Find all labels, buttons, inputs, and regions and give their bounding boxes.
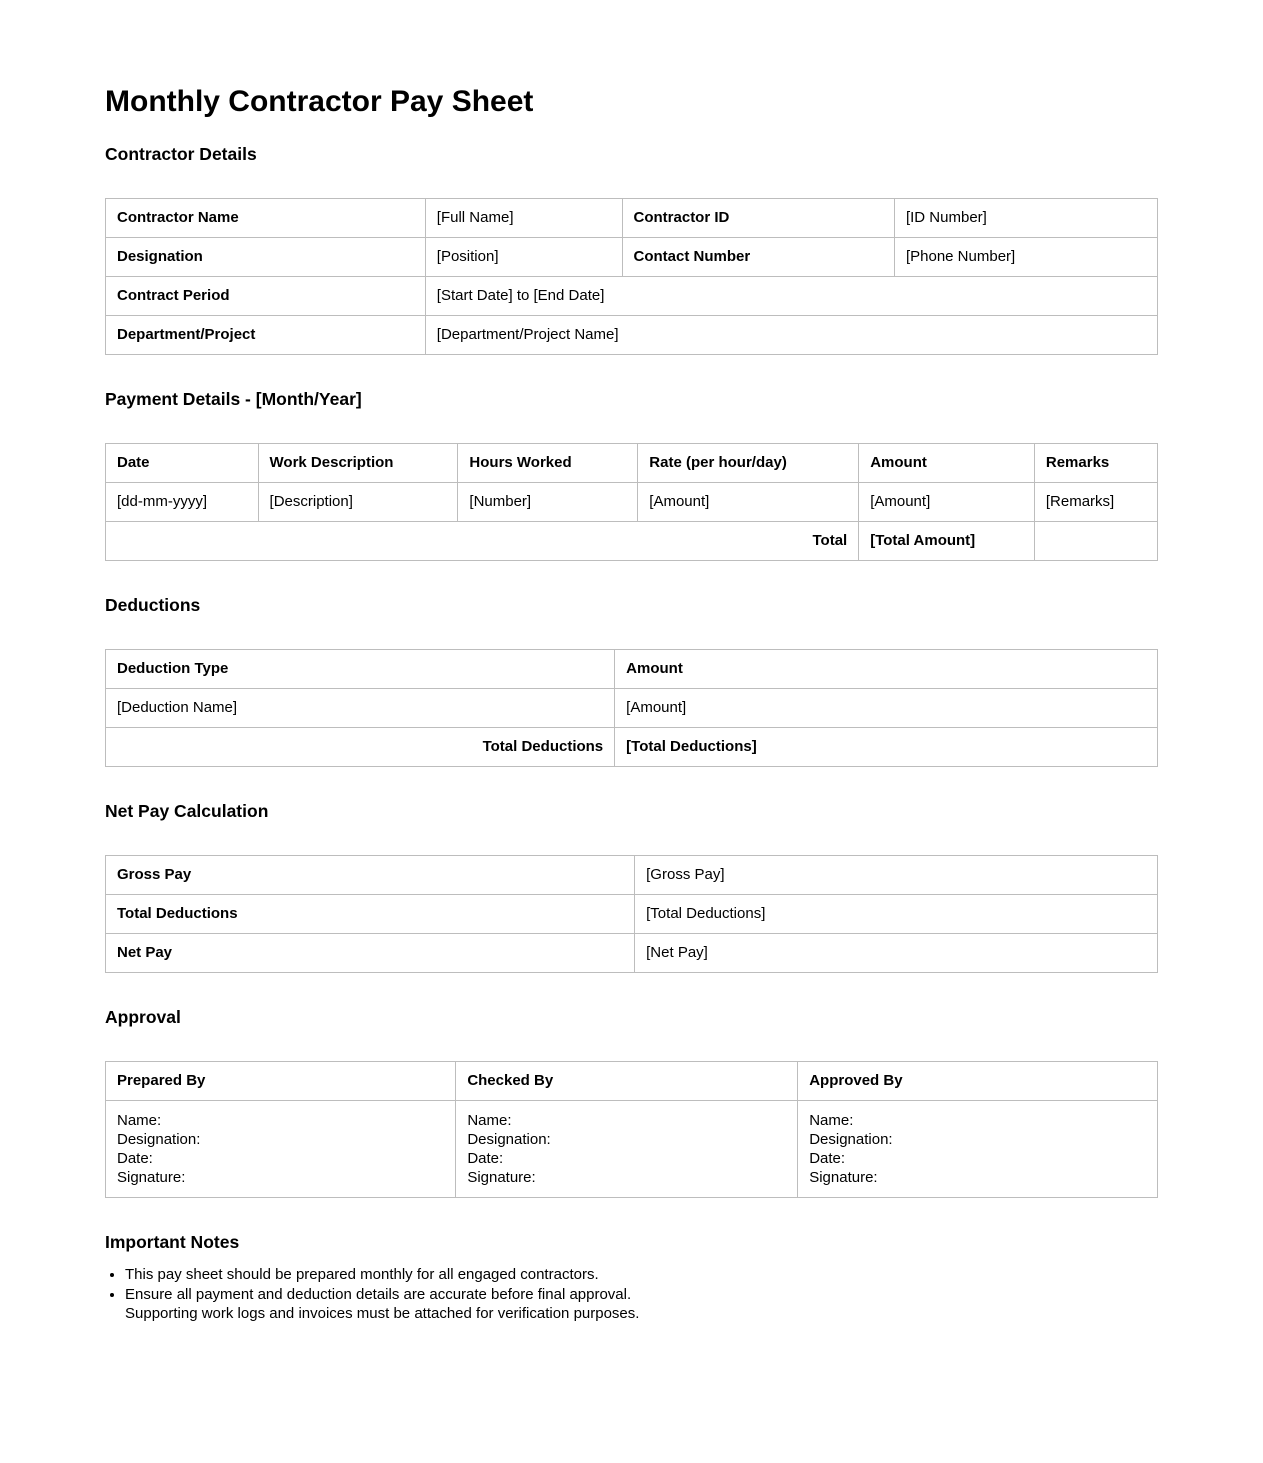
approval-field-signature: Signature:: [809, 1169, 878, 1186]
important-notes-list: [105, 1265, 1158, 1324]
deduction-name-cell: [Deduction Name]: [106, 689, 615, 728]
approval-field-name: Name:: [117, 1112, 162, 1129]
contractor-name-label: Contractor Name: [106, 199, 426, 238]
col-amount: Amount: [859, 444, 1035, 483]
payment-description-cell: [Description]: [258, 483, 458, 522]
net-pay-table: [105, 855, 1158, 973]
payment-hours-cell: [Number]: [458, 483, 638, 522]
contractor-id-label: Contractor ID: [622, 199, 894, 238]
gross-pay-value: [Gross Pay]: [635, 856, 1158, 895]
table-header-row: [106, 1062, 1158, 1101]
col-checked-by: Checked By: [456, 1062, 798, 1101]
contractor-details-table: [105, 198, 1158, 355]
approval-table: [105, 1061, 1158, 1198]
designation-label: Designation: [106, 238, 426, 277]
table-row: [106, 316, 1158, 355]
deduction-amount-cell: [Amount]: [615, 689, 1158, 728]
deductions-table: [105, 649, 1158, 767]
department-project-value: [Department/Project Name]: [425, 316, 1157, 355]
prepared-by-cell: [106, 1101, 456, 1198]
payment-remarks-cell: [Remarks]: [1034, 483, 1157, 522]
page-title: Monthly Contractor Pay Sheet: [105, 85, 534, 118]
deductions-total-label: Total Deductions: [106, 728, 615, 767]
col-deduction-amount: Amount: [615, 650, 1158, 689]
table-row: [106, 277, 1158, 316]
col-deduction-type: Deduction Type: [106, 650, 615, 689]
contractor-id-value: [ID Number]: [894, 199, 1157, 238]
total-deductions-label: Total Deductions: [106, 895, 635, 934]
table-row: [106, 238, 1158, 277]
approval-field-signature: Signature:: [117, 1169, 186, 1186]
col-date: Date: [106, 444, 259, 483]
payment-rate-cell: [Amount]: [638, 483, 859, 522]
col-approved-by: Approved By: [798, 1062, 1158, 1101]
approval-field-signature: Signature:: [467, 1169, 536, 1186]
table-row: [106, 934, 1158, 973]
table-total-row: [106, 522, 1158, 561]
col-work-description: Work Description: [258, 444, 458, 483]
approval-field-designation: Designation:: [809, 1131, 893, 1148]
net-pay-value: [Net Pay]: [635, 934, 1158, 973]
table-row: [106, 856, 1158, 895]
table-row: [106, 483, 1158, 522]
table-row: [106, 689, 1158, 728]
payment-total-value: [Total Amount]: [859, 522, 1035, 561]
contact-number-value: [Phone Number]: [894, 238, 1157, 277]
list-item: Supporting work logs and invoices must be attached for verification purposes.: [125, 1305, 640, 1322]
approval-field-designation: Designation:: [467, 1131, 551, 1148]
contractor-details-heading: Contractor Details: [105, 144, 257, 164]
table-total-row: [106, 728, 1158, 767]
total-deductions-value: [Total Deductions]: [635, 895, 1158, 934]
table-row: [106, 895, 1158, 934]
payment-total-label: Total: [106, 522, 859, 561]
approval-field-designation: Designation:: [117, 1131, 201, 1148]
contractor-name-value: [Full Name]: [425, 199, 622, 238]
deductions-heading: Deductions: [105, 595, 201, 615]
gross-pay-label: Gross Pay: [106, 856, 635, 895]
list-item: • Ensure all payment and deduction details are accurate before final approval.: [125, 1285, 1158, 1305]
table-header-row: [106, 444, 1158, 483]
table-header-row: [106, 650, 1158, 689]
department-project-label: Department/Project: [106, 316, 426, 355]
designation-value: [Position]: [425, 238, 622, 277]
table-row: [106, 1101, 1158, 1198]
approval-field-date: Date:: [467, 1150, 504, 1167]
approval-field-date: Date:: [117, 1150, 153, 1167]
col-prepared-by: Prepared By: [106, 1062, 456, 1101]
contact-number-label: Contact Number: [622, 238, 894, 277]
net-pay-heading: Net Pay Calculation: [105, 801, 269, 821]
contract-period-label: Contract Period: [106, 277, 426, 316]
payment-amount-cell: [Amount]: [859, 483, 1035, 522]
payment-details-table: [105, 443, 1158, 561]
approval-field-name: Name:: [809, 1112, 854, 1129]
col-rate: Rate (per hour/day): [638, 444, 859, 483]
net-pay-label: Net Pay: [106, 934, 635, 973]
payment-details-heading: Payment Details - [Month/Year]: [105, 389, 362, 409]
deductions-total-value: [Total Deductions]: [615, 728, 1158, 767]
table-row: [106, 199, 1158, 238]
approval-heading: Approval: [105, 1007, 181, 1027]
checked-by-cell: [456, 1101, 798, 1198]
payment-total-remarks-cell: [1034, 522, 1157, 561]
col-remarks: Remarks: [1034, 444, 1157, 483]
important-notes-heading: Important Notes: [105, 1232, 240, 1252]
contract-period-value: [Start Date] to [End Date]: [425, 277, 1157, 316]
approval-field-date: Date:: [809, 1150, 846, 1167]
list-item: • This pay sheet should be prepared monthly for all engaged contractors.: [125, 1265, 1158, 1285]
col-hours-worked: Hours Worked: [458, 444, 638, 483]
approved-by-cell: [798, 1101, 1158, 1198]
payment-date-cell: [dd-mm-yyyy]: [106, 483, 259, 522]
approval-field-name: Name:: [467, 1112, 512, 1129]
